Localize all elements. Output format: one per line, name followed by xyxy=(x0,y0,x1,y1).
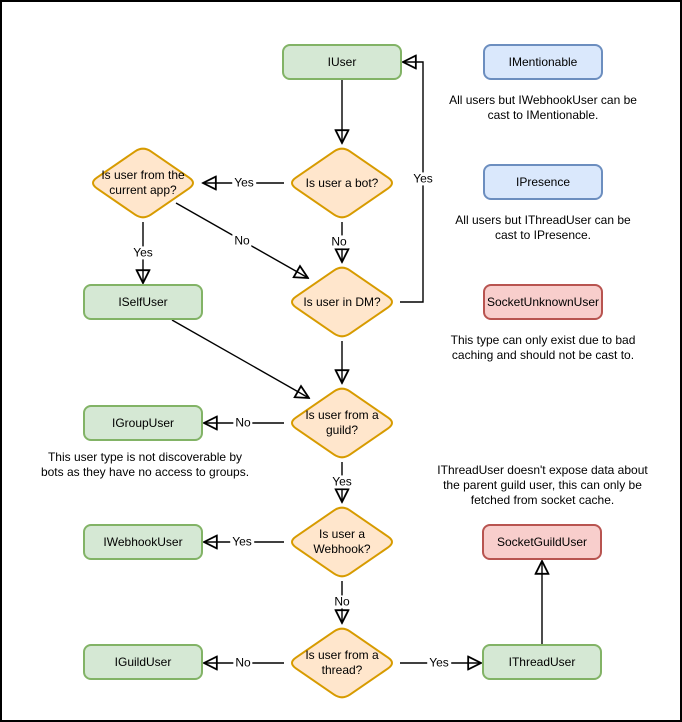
annotation-unknown: This type can only exist due to bad caching and should not be cast to. xyxy=(450,333,636,363)
decision-label: Is user from the current app? xyxy=(101,168,185,197)
edge-label-no: No xyxy=(235,415,251,430)
node-label: ISelfUser xyxy=(118,295,168,309)
node-label: SocketGuildUser xyxy=(496,535,588,549)
edge-label-yes: Yes xyxy=(413,171,433,186)
annotation-presence: All users but IThreadUser can be cast to IPresence. xyxy=(455,213,631,243)
edge-label-no: No xyxy=(334,594,350,609)
decision-is-webhook xyxy=(284,503,400,581)
annotation-group: This user type is not discoverable by bots as they have no access to groups. xyxy=(40,450,250,480)
edge-label-yes: Yes xyxy=(332,474,352,489)
decision-label: Is user in DM? xyxy=(303,294,381,309)
edge-label-no: No xyxy=(331,234,347,249)
decision-label: Is user a Webhook? xyxy=(313,527,371,556)
annotation-thread: IThreadUser doesn't expose data about the parent guild user, this can only be fetched from socket cache. xyxy=(437,463,648,508)
decision-label: Is user a bot? xyxy=(305,175,379,190)
node-label: IWebhookUser xyxy=(103,535,183,549)
edge-label-no: No xyxy=(235,655,251,670)
node-label: IThreadUser xyxy=(508,655,576,669)
edge-label-yes: Yes xyxy=(234,175,254,190)
edge-label-yes: Yes xyxy=(232,534,252,549)
node-imentionable xyxy=(483,44,603,80)
node-socketunknownuser xyxy=(483,284,603,320)
edge-label-no: No xyxy=(234,233,250,248)
node-socketguilduser xyxy=(482,524,602,560)
node-iselfuser xyxy=(83,284,203,320)
node-iwebhookuser xyxy=(83,524,203,560)
decision-label: Is user from a guild? xyxy=(305,408,379,437)
decision-is-bot xyxy=(284,144,400,222)
decision-is-dm xyxy=(284,263,400,341)
decision-is-current-app xyxy=(85,144,201,222)
decision-is-thread xyxy=(284,624,400,702)
node-ithreaduser xyxy=(482,644,602,680)
edge-label-yes: Yes xyxy=(133,245,153,260)
node-iuser xyxy=(282,44,402,80)
node-label: IMentionable xyxy=(508,55,578,69)
decision-label: Is user from a thread? xyxy=(305,648,379,677)
decision-is-guild xyxy=(284,384,400,462)
node-label: IGroupUser xyxy=(111,416,175,430)
node-ipresence xyxy=(483,164,603,200)
edge-label-yes: Yes xyxy=(429,655,449,670)
node-label: IGuildUser xyxy=(114,655,172,669)
node-iguilduser xyxy=(83,644,203,680)
node-label: IPresence xyxy=(515,175,571,189)
node-label: SocketUnknownUser xyxy=(486,295,600,309)
node-igroupuser xyxy=(83,405,203,441)
annotation-mentionable: All users but IWebhookUser can be cast to IMentionable. xyxy=(449,93,637,123)
node-label: IUser xyxy=(327,55,357,69)
